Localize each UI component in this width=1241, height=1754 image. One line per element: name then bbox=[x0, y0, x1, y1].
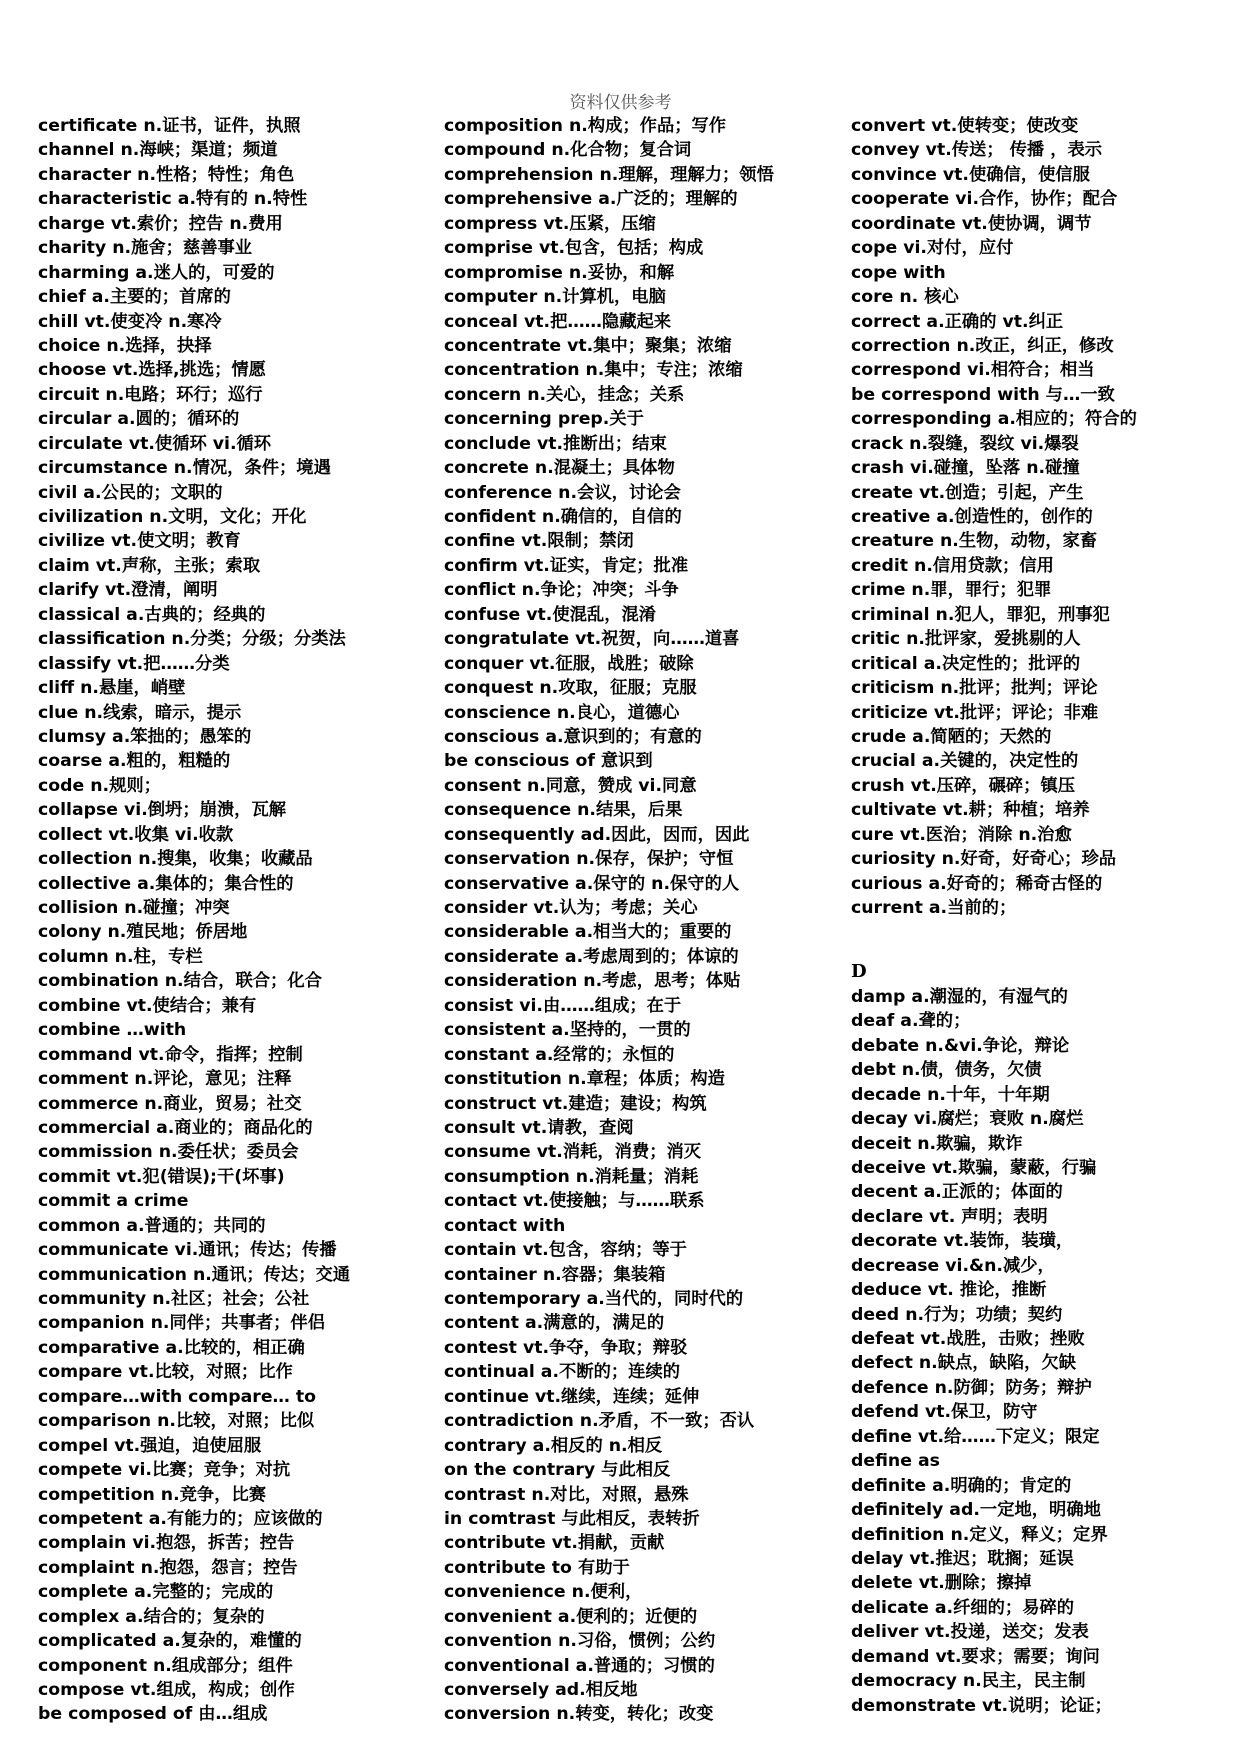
vocab-entry: character n.性格；特性；角色 bbox=[38, 164, 295, 185]
vocab-entry: convert vt.使转变；使改变 bbox=[851, 116, 1079, 136]
vocab-entry: confine vt.限制；禁闭 bbox=[444, 531, 634, 552]
vocab-entry: consume vt.消耗，消费；消灭 bbox=[444, 1142, 702, 1163]
vocab-entry: conservation n.保存，保护；守恒 bbox=[444, 849, 734, 870]
vocab-entry: confident n.确信的，自信的 bbox=[444, 507, 682, 527]
vocab-entry: collective a.集体的；集合性的 bbox=[38, 873, 294, 894]
vocab-entry: declare vt. 声明；表明 bbox=[851, 1206, 1048, 1227]
vocab-entry: comprehensive a.广泛的；理解的 bbox=[444, 189, 738, 210]
vocab-entry: contrary a.相反的 n.相反 bbox=[444, 1435, 663, 1456]
vocab-entry: definition n.定义，释义；定界 bbox=[851, 1524, 1108, 1545]
vocab-entry: deceit n.欺骗，欺诈 bbox=[851, 1133, 1023, 1154]
vocab-entry: be correspond with 与…一致 bbox=[851, 384, 1115, 405]
vocab-entry: delete vt.删除；擦掉 bbox=[851, 1573, 1032, 1594]
vocab-entry: contradiction n.矛盾，不一致；否认 bbox=[444, 1411, 755, 1432]
vocab-entry: be composed of 由…组成 bbox=[38, 1704, 268, 1725]
vocab-entry: deceive vt.欺骗，蒙蔽，行骗 bbox=[851, 1157, 1097, 1178]
vocab-entry: consequently ad.因此，因而，因此 bbox=[444, 824, 750, 845]
vocab-entry: complaint n.抱怨，怨言；控告 bbox=[38, 1557, 298, 1578]
vocab-entry: criticize vt.批评；评论；非难 bbox=[851, 702, 1099, 723]
vocab-entry: defeat vt.战胜，击败；挫败 bbox=[851, 1329, 1085, 1349]
vocab-column-1 bbox=[38, 114, 398, 1727]
vocab-entry: demonstrate vt.说明；论证； bbox=[851, 1695, 1112, 1716]
vocab-entry: commission n.委任状；委员会 bbox=[38, 1142, 299, 1163]
vocab-entry: complete a.完整的；完成的 bbox=[38, 1582, 274, 1603]
vocab-entry: criminal n.犯人，罪犯，刑事犯 bbox=[851, 604, 1110, 625]
vocab-entry: defect n.缺点，缺陷，欠缺 bbox=[851, 1353, 1076, 1374]
vocab-entry: cultivate vt.耕；种植；培养 bbox=[851, 800, 1090, 821]
vocab-entry: critical a.决定性的；批评的 bbox=[851, 653, 1081, 674]
vocab-entry: cooperate vi.合作，协作；配合 bbox=[851, 189, 1118, 210]
vocab-entry: code n.规则； bbox=[38, 775, 161, 796]
vocab-entry: decorate vt.装饰，装璜， bbox=[851, 1231, 1074, 1252]
vocab-entry: complex a.结合的；复杂的 bbox=[38, 1606, 265, 1627]
vocab-entry: crash vi.碰撞，坠落 n.碰撞 bbox=[851, 458, 1080, 479]
vocab-entry: core n. 核心 bbox=[851, 287, 959, 308]
vocab-entry: classical a.古典的；经典的 bbox=[38, 604, 266, 625]
vocab-entry: clarify vt.澄清，阐明 bbox=[38, 580, 218, 601]
vocab-entry: considerable a.相当大的；重要的 bbox=[444, 922, 732, 943]
vocab-entry: crime n.罪，罪行；犯罪 bbox=[851, 580, 1052, 601]
vocab-entry: construct vt.建造；建设；构筑 bbox=[444, 1093, 707, 1114]
vocab-entry: contribute vt.捐献，贡献 bbox=[444, 1533, 665, 1554]
vocab-entry: component n.组成部分；组件 bbox=[38, 1655, 293, 1676]
vocab-entry: common a.普通的；共同的 bbox=[38, 1215, 266, 1236]
vocab-entry: chill vt.使变冷 n.寒冷 bbox=[38, 311, 222, 332]
vocab-entry: deliver vt.投递，送交；发表 bbox=[851, 1622, 1089, 1643]
vocab-entry: deed n.行为；功绩；契约 bbox=[851, 1304, 1063, 1325]
vocab-entry: corresponding a.相应的；符合的 bbox=[851, 409, 1137, 430]
vocab-entry: compare vt.比较，对照；比作 bbox=[38, 1362, 293, 1383]
vocab-entry: conversely ad.相反地 bbox=[444, 1680, 638, 1700]
vocab-entry: congratulate vt.祝贺，向……道喜 bbox=[444, 629, 740, 650]
vocab-entry: on the contrary 与此相反 bbox=[444, 1460, 671, 1481]
vocab-entry: charge vt.索价；控告 n.费用 bbox=[38, 213, 283, 234]
vocab-entry: crude a.简陋的；天然的 bbox=[851, 726, 1052, 747]
vocab-entry: convenient a.便利的；近便的 bbox=[444, 1606, 698, 1627]
vocab-entry: certificate n.证书，证件，执照 bbox=[38, 116, 301, 136]
vocab-entry: credit n.信用贷款；信用 bbox=[851, 555, 1054, 576]
vocab-entry: contest vt.争夺，争取；辩驳 bbox=[444, 1337, 688, 1358]
vocab-entry: choose vt.选择,挑选；情愿 bbox=[38, 360, 266, 381]
vocab-entry: classify vt.把……分类 bbox=[38, 653, 230, 674]
vocab-entry: comprise vt.包含，包括；构成 bbox=[444, 238, 704, 259]
vocab-entry: conceal vt.把……隐藏起来 bbox=[444, 311, 672, 332]
vocab-entry: compose vt.组成，构成；创作 bbox=[38, 1680, 295, 1700]
vocab-entry: colony n.殖民地；侨居地 bbox=[38, 922, 248, 943]
vocab-entry: competition n.竞争，比赛 bbox=[38, 1484, 267, 1505]
vocab-entry: circulate vt.使循环 vi.循环 bbox=[38, 433, 272, 454]
vocab-entry: coordinate vt.使协调，调节 bbox=[851, 213, 1092, 234]
vocab-entry: contact with bbox=[444, 1215, 566, 1236]
vocab-entry: correction n.改正，纠正，修改 bbox=[851, 335, 1114, 356]
vocab-entry: be conscious of 意识到 bbox=[444, 751, 653, 772]
vocab-entry: concentrate vt.集中；聚集；浓缩 bbox=[444, 335, 732, 356]
vocab-entry: decrease vi.&n.减少， bbox=[851, 1255, 1055, 1276]
vocab-entry: conquest n.攻取，征服；克服 bbox=[444, 678, 697, 699]
vocab-entry: coarse a.粗的，粗糙的 bbox=[38, 751, 231, 772]
vocab-entry: comprehension n.理解，理解力；领悟 bbox=[444, 164, 774, 185]
vocab-entry: companion n.同伴；共事者；伴侣 bbox=[38, 1313, 325, 1334]
vocab-entry: charity n.施舍；慈善事业 bbox=[38, 238, 253, 259]
vocab-entry: damp a.潮湿的，有湿气的 bbox=[851, 986, 1068, 1007]
vocab-entry: conversion n.转变，转化；改变 bbox=[444, 1704, 714, 1725]
vocab-entry: clue n.线索，暗示，提示 bbox=[38, 702, 242, 723]
vocab-entry: consider vt.认为；考虑；关心 bbox=[444, 898, 698, 918]
page-header: 资料仅供参考 bbox=[569, 93, 672, 113]
vocab-entry: conventional a.普通的；习惯的 bbox=[444, 1655, 715, 1676]
vocab-entry: commit vt.犯(错误);干(坏事) bbox=[38, 1166, 285, 1187]
vocab-entry: collision n.碰撞；冲突 bbox=[38, 898, 230, 918]
vocab-entry: concrete n.混凝土；具体物 bbox=[444, 458, 675, 479]
vocab-entry: consist vi.由……组成；在于 bbox=[444, 995, 682, 1016]
vocab-entry: definite a.明确的；肯定的 bbox=[851, 1475, 1072, 1496]
vocab-entry: consistent a.坚持的，一贯的 bbox=[444, 1020, 691, 1041]
vocab-entry bbox=[851, 920, 1211, 960]
vocab-entry: defend vt.保卫，防守 bbox=[851, 1402, 1038, 1423]
vocab-entry: cure vt.医治；消除 n.治愈 bbox=[851, 824, 1072, 845]
vocab-entry: confirm vt.证实，肯定；批准 bbox=[444, 555, 689, 576]
vocab-entry: consult vt.请教，查阅 bbox=[444, 1117, 634, 1138]
vocab-entry: civilize vt.使文明；教育 bbox=[38, 531, 241, 552]
vocab-entry: conscious a.意识到的；有意的 bbox=[444, 726, 702, 747]
vocab-entry: column n.柱，专栏 bbox=[38, 946, 203, 967]
vocab-entry: complain vi.抱怨，拆苦；控告 bbox=[38, 1533, 295, 1554]
vocab-entry: characteristic a.特有的 n.特性 bbox=[38, 189, 308, 210]
vocab-entry: clumsy a.笨拙的；愚笨的 bbox=[38, 726, 252, 747]
vocab-entry: contact vt.使接触；与……联系 bbox=[444, 1191, 705, 1212]
vocab-entry: communicate vi.通讯；传达；传播 bbox=[38, 1240, 337, 1261]
vocab-entry: delicate a.纤细的；易碎的 bbox=[851, 1597, 1075, 1618]
vocab-entry: commerce n.商业，贸易；社交 bbox=[38, 1093, 302, 1114]
vocab-entry: correct a.正确的 vt.纠正 bbox=[851, 311, 1064, 332]
vocab-entry: correspond vi.相符合；相当 bbox=[851, 360, 1095, 381]
vocab-entry: considerate a.考虑周到的；体谅的 bbox=[444, 946, 739, 967]
vocab-entry: consumption n.消耗量；消耗 bbox=[444, 1166, 699, 1187]
vocab-entry: conference n.会议，讨论会 bbox=[444, 482, 681, 503]
vocab-entry: curious a.好奇的；稀奇古怪的 bbox=[851, 873, 1103, 894]
vocab-entry: comparative a.比较的，相正确 bbox=[38, 1337, 305, 1358]
vocab-entry: convince vt.使确信，使信服 bbox=[851, 164, 1090, 185]
vocab-entry: combine …with bbox=[38, 1020, 187, 1041]
section-letter: D bbox=[851, 961, 867, 983]
vocab-entry: conflict n.争论；冲突；斗争 bbox=[444, 580, 679, 601]
vocab-entry: contain vt.包含，容纳；等于 bbox=[444, 1240, 687, 1261]
vocab-entry: circuit n.电路；环行；巡行 bbox=[38, 384, 263, 405]
vocab-entry: channel n.海峡；渠道；频道 bbox=[38, 140, 278, 161]
vocab-entry: cope vi.对付，应付 bbox=[851, 238, 1014, 259]
vocab-entry: chief a.主要的；首席的 bbox=[38, 287, 231, 308]
vocab-entry: crush vt.压碎，碾碎；镇压 bbox=[851, 775, 1076, 796]
vocab-entry: claim vt.声称，主张；索取 bbox=[38, 555, 261, 576]
vocab-entry: confuse vt.使混乱，混淆 bbox=[444, 604, 657, 625]
vocab-entry: deaf a.聋的； bbox=[851, 1011, 971, 1032]
vocab-entry: delay vt.推迟；耽搁；延误 bbox=[851, 1548, 1074, 1569]
vocab-entry: definitely ad.一定地，明确地 bbox=[851, 1500, 1101, 1521]
vocab-entry: contrast n.对比，对照，悬殊 bbox=[444, 1484, 689, 1505]
vocab-entry: crack n.裂缝，裂纹 vi.爆裂 bbox=[851, 433, 1079, 454]
vocab-entry: define vt.给……下定义；限定 bbox=[851, 1426, 1100, 1447]
vocab-entry: create vt.创造；引起，产生 bbox=[851, 482, 1084, 503]
vocab-entry: curiosity n.好奇，好奇心；珍品 bbox=[851, 849, 1117, 870]
vocab-entry: concerning prep.关于 bbox=[444, 409, 644, 430]
vocab-entry: conclude vt.推断出；结束 bbox=[444, 433, 667, 454]
vocab-entry: consequence n.结果，后果 bbox=[444, 800, 683, 821]
vocab-entry: criticism n.批评；批判；评论 bbox=[851, 678, 1098, 699]
vocab-entry: container n.容器；集装箱 bbox=[444, 1264, 666, 1285]
vocab-entry: comparison n.比较，对照；比似 bbox=[38, 1411, 315, 1432]
vocab-entry: choice n.选择，抉择 bbox=[38, 335, 212, 356]
vocab-entry: define as bbox=[851, 1451, 940, 1472]
vocab-column-3 bbox=[851, 114, 1211, 1718]
vocab-entry: complicated a.复杂的，难懂的 bbox=[38, 1631, 302, 1652]
vocab-entry: creative a.创造性的，创作的 bbox=[851, 507, 1093, 527]
vocab-entry: concern n.关心，挂念；关系 bbox=[444, 384, 685, 405]
vocab-entry: convenience n.便利， bbox=[444, 1582, 643, 1603]
vocab-entry: in comtrast 与此相反，表转折 bbox=[444, 1508, 700, 1529]
vocab-entry: conscience n.良心，道德心 bbox=[444, 702, 680, 723]
vocab-entry: convey vt.传送； 传播 ，表示 bbox=[851, 140, 1103, 161]
vocab-entry: compel vt.强迫，迫使屈服 bbox=[38, 1435, 262, 1456]
vocab-entry: consideration n.考虑，思考；体贴 bbox=[444, 971, 741, 992]
vocab-entry: demand vt.要求；需要；询问 bbox=[851, 1646, 1100, 1667]
vocab-entry: collapse vi.倒坍；崩溃，瓦解 bbox=[38, 800, 287, 821]
vocab-entry: classification n.分类；分级；分类法 bbox=[38, 629, 346, 650]
vocab-entry: continue vt.继续，连续；延伸 bbox=[444, 1386, 700, 1407]
vocab-entry: deduce vt. 推论，推断 bbox=[851, 1280, 1047, 1301]
vocab-entry: computer n.计算机，电脑 bbox=[444, 287, 666, 308]
vocab-entry: circular a.圆的；循环的 bbox=[38, 409, 240, 430]
vocab-entry: compare…with compare… to bbox=[38, 1386, 316, 1407]
vocab-entry: competent a.有能力的；应该做的 bbox=[38, 1508, 323, 1529]
vocab-entry: contribute to 有助于 bbox=[444, 1557, 630, 1578]
vocab-entry: democracy n.民主，民主制 bbox=[851, 1671, 1086, 1692]
vocab-entry: current a.当前的； bbox=[851, 898, 1017, 918]
vocab-entry: compound n.化合物；复合词 bbox=[444, 140, 692, 161]
vocab-entry: creature n.生物，动物，家畜 bbox=[851, 531, 1098, 552]
vocab-entry: conservative a.保守的 n.保守的人 bbox=[444, 873, 740, 894]
vocab-entry: compete vi.比赛；竞争；对抗 bbox=[38, 1460, 291, 1481]
vocab-entry: decent a.正派的；体面的 bbox=[851, 1182, 1063, 1203]
vocab-entry: content a.满意的，满足的 bbox=[444, 1313, 665, 1334]
vocab-entry: commercial a.商业的；商品化的 bbox=[38, 1117, 313, 1138]
vocab-entry: composition n.构成；作品；写作 bbox=[444, 116, 727, 136]
vocab-entry: constitution n.章程；体质；构造 bbox=[444, 1069, 725, 1090]
vocab-entry: civilization n.文明，文化；开化 bbox=[38, 507, 307, 527]
vocab-entry: concentration n.集中；专注；浓缩 bbox=[444, 360, 743, 381]
vocab-entry: combine vt.使结合；兼有 bbox=[38, 995, 257, 1016]
vocab-entry: convention n.习俗，惯例；公约 bbox=[444, 1631, 716, 1652]
vocab-entry: charming a.迷人的，可爱的 bbox=[38, 262, 275, 283]
vocab-entry: compress vt.压紧，压缩 bbox=[444, 213, 656, 234]
vocab-column-2 bbox=[444, 114, 804, 1727]
vocab-entry: collect vt.收集 vi.收款 bbox=[38, 824, 234, 845]
vocab-entry: comment n.评论，意见；注释 bbox=[38, 1069, 292, 1090]
vocab-entry: circumstance n.情况，条件；境遇 bbox=[38, 458, 331, 479]
vocab-entry: community n.社区；社会；公社 bbox=[38, 1289, 310, 1309]
vocab-entry: commit a crime bbox=[38, 1191, 189, 1212]
vocab-entry: debt n.债，债务，欠债 bbox=[851, 1060, 1042, 1081]
vocab-entry: decay vi.腐烂；衰败 n.腐烂 bbox=[851, 1109, 1084, 1130]
vocab-entry: consent n.同意，赞成 vi.同意 bbox=[444, 775, 697, 796]
vocab-entry: debate n.&vi.争论，辩论 bbox=[851, 1035, 1070, 1056]
vocab-entry: continual a.不断的；连续的 bbox=[444, 1362, 681, 1383]
vocab-entry: communication n.通讯；传达；交通 bbox=[38, 1264, 351, 1285]
vocab-entry: crucial a.关键的，决定性的 bbox=[851, 751, 1079, 772]
vocab-entry: defence n.防御；防务；辩护 bbox=[851, 1377, 1092, 1398]
vocab-entry: decade n.十年，十年期 bbox=[851, 1084, 1050, 1105]
vocab-entry: conquer vt.征服，战胜；破除 bbox=[444, 653, 694, 674]
vocab-entry: compromise n.妥协，和解 bbox=[444, 262, 675, 283]
vocab-entry: civil a.公民的；文职的 bbox=[38, 482, 223, 503]
vocab-entry: collection n.搜集，收集；收藏品 bbox=[38, 849, 313, 870]
vocab-entry: combination n.结合，联合；化合 bbox=[38, 971, 322, 992]
vocab-entry: critic n.批评家，爱挑剔的人 bbox=[851, 629, 1081, 650]
vocab-entry: contemporary a.当代的，同时代的 bbox=[444, 1289, 744, 1309]
vocab-entry: constant a.经常的；永恒的 bbox=[444, 1044, 675, 1065]
vocab-entry: cope with bbox=[851, 262, 946, 283]
vocab-entry: cliff n.悬崖，峭壁 bbox=[38, 678, 186, 699]
vocab-entry: command vt.命令，指挥；控制 bbox=[38, 1044, 303, 1065]
